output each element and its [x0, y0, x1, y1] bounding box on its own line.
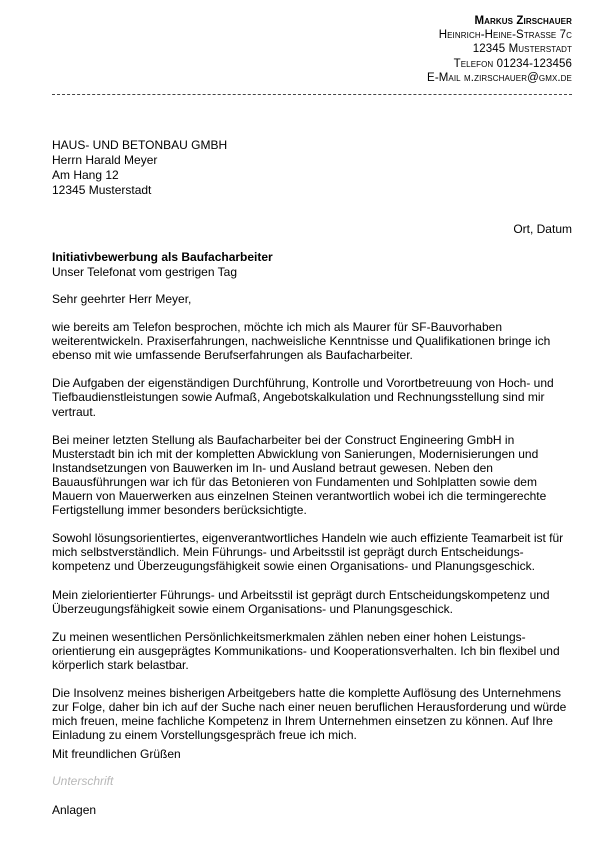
body-paragraph: Bei meiner letzten Stellung als Baufacharbeiter bei der Construct Engineering GmbH in Musterstadt bin ich mit der kompletten Abwicklung von Sanierungen, Modernisierungen und Instandsetzungen von Bauwerken im In- und Ausland betraut gewesen. Neben den Bauausführungen war ich für das Betonieren von Fundamenten und Sohlplatten sowie dem Mauern von Mauerwerken aus einzelnen Steinen verantwortlich wobei ich die termingerechte Fertigstellung immer besonders berücksichtigte. [52, 432, 547, 518]
recipient-block [52, 138, 227, 198]
subject-title: Initiativbewerbung als Baufacharbeiter [52, 250, 273, 264]
sender-name: Markus Zirschauer [474, 15, 572, 27]
recipient-contact: Herrn Harald Meyer [52, 153, 158, 167]
closing-phrase: Mit freundlichen Grüßen [52, 747, 181, 761]
body-paragraph: Die Aufgaben der eigenständigen Durchführung, Kontrolle und Vorortbetreuung von Hoch- und Tiefbaudienstleistungen sowie Aufmaß, Angebotskalkulation und Rechnungsstellung sind mir vertraut. [52, 376, 554, 419]
recipient-city: 12345 Musterstadt [52, 183, 152, 197]
recipient-company: HAUS- UND BETONBAU GMBH [52, 138, 228, 152]
place-date: Ort, Datum [513, 222, 572, 236]
sender-city: 12345 Musterstadt [472, 43, 572, 56]
body-paragraph: Die Insolvenz meines bisherigen Arbeitgebers hatte die komplette Auflösung des Unternehmens zur Folge, daher bin ich auf der Suche nach einer neuen beruflichen Herausforderung und würde mich freuen, meine fachliche Kompetenz in Ihrem Unternehmen einsetzen zu können. Auf Ihre Einladung zu einem Vorstellungsgespräch freue ich mich. [52, 685, 567, 743]
body-paragraph: Mein zielorientierter Führungs- und Arbeitsstil ist geprägt durch Entscheidungskompetenz und Überzeugungsfähigkeit sowie einem Organisations- und Planungsgeschick. [52, 587, 550, 616]
sender-block [427, 14, 572, 85]
subject-block [52, 250, 273, 280]
signature-placeholder: Unterschrift [52, 774, 114, 788]
recipient-street: Am Hang 12 [52, 168, 119, 182]
sender-street: Heinrich-Heine-Straße 7c [438, 29, 572, 42]
header-divider [52, 94, 572, 95]
subject-reference: Unser Telefonat vom gestrigen Tag [52, 265, 237, 279]
salutation: Sehr geehrter Herr Meyer, [52, 292, 192, 306]
sender-email: E-Mail m.zirschauer@gmx.de [427, 71, 572, 84]
body-paragraph: Zu meinen wesentlichen Persönlichkeitsmerkmalen zählen neben einer hohen Leistungs-orientierung ein ausgeprägtes Kommunikations- und Kooperationsverhalten. Ich bin flexibel und körperlich stark belastbar. [52, 629, 560, 672]
body-paragraph: wie bereits am Telefon besprochen, möchte ich mich als Maurer für SF-Bauvorhaben weiterentwickeln. Praxiserfahrungen, nachweisliche Kenntnisse und Qualifikationen bringe ich ebenso mit wie umfassende Berufserfahrungen als Baufacharbeiter. [52, 320, 551, 363]
letter-body [52, 292, 572, 756]
body-paragraph: Sowohl lösungsorientiertes, eigenverantwortliches Handeln wie auch effiziente Teamarbeit ist für mich selbstverständlich. Mein Führungs- und Arbeitsstil ist geprägt durch Entscheidungs-kompetenz und Überzeugungsfähigkeit sowie einen Organisations- und Planungsgeschick. [52, 531, 564, 574]
enclosure-note: Anlagen [52, 803, 97, 817]
sender-phone: Telefon 01234-123456 [453, 57, 572, 70]
